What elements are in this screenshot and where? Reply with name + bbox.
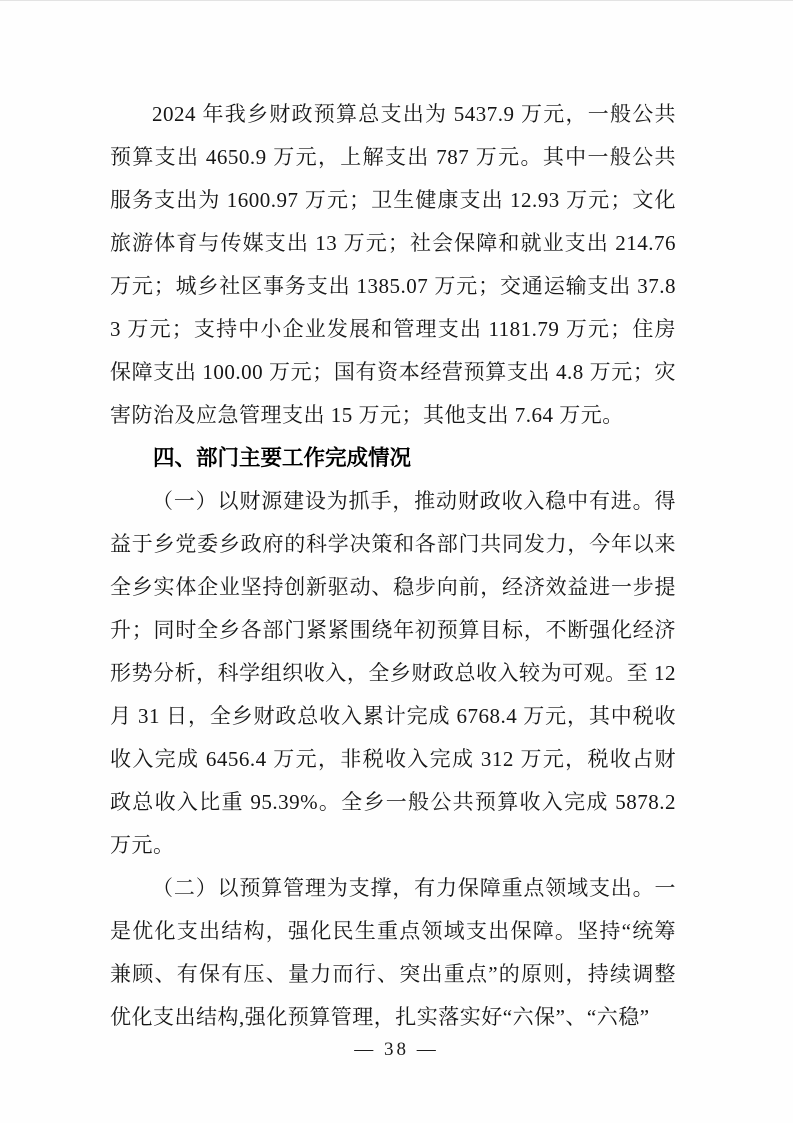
paragraph-budget-management: （二）以预算管理为支撑，有力保障重点领域支出。一是优化支出结构，强化民生重点领域支出保障。坚持“统筹兼顾、有保有压、量力而行、突出重点”的原则，持续调整优化支出结构,强化预算管理，扎实落实好“六保”、“六稳”: [110, 876, 676, 1029]
paragraph-revenue-progress: （一）以财源建设为抓手，推动财政收入稳中有进。得益于乡党委乡政府的科学决策和各部门共同发力，今年以来全乡实体企业坚持创新驱动、稳步向前，经济效益进一步提升；同时全乡各部门紧紧围绕年初预算目标，不断强化经济形势分析，科学组织收入，全乡财政总收入较为可观。至 12 月 31 日，全乡财政总收入累计完成 6768.4 万元，其中税收收入完成 6456.4 万元，非税收入完成 312 万元，税收占财政总收入比重 95.39%。全乡一般公共预算收入完成 5878.2 万元。: [110, 489, 676, 857]
page-number: — 38 —: [354, 1039, 439, 1060]
section-heading-four: 四、部门主要工作完成情况: [153, 446, 412, 470]
document-body: [110, 93, 676, 1039]
paragraph-budget-expenditure-totals: 2024 年我乡财政预算总支出为 5437.9 万元，一般公共预算支出 4650.9 万元，上解支出 787 万元。其中一般公共服务支出为 1600.97 万元；卫生健康支出 12.93 万元；文化旅游体育与传媒支出 13 万元；社会保障和就业支出 214.76 万元；城乡社区事务支出 1385.07 万元；交通运输支出 37.83 万元；支持中小企业发展和管理支出 1181.79 万元；住房保障支出 100.00 万元；国有资本经营预算支出 4.8 万元；灾害防治及应急管理支出 15 万元；其他支出 7.64 万元。: [110, 102, 676, 427]
